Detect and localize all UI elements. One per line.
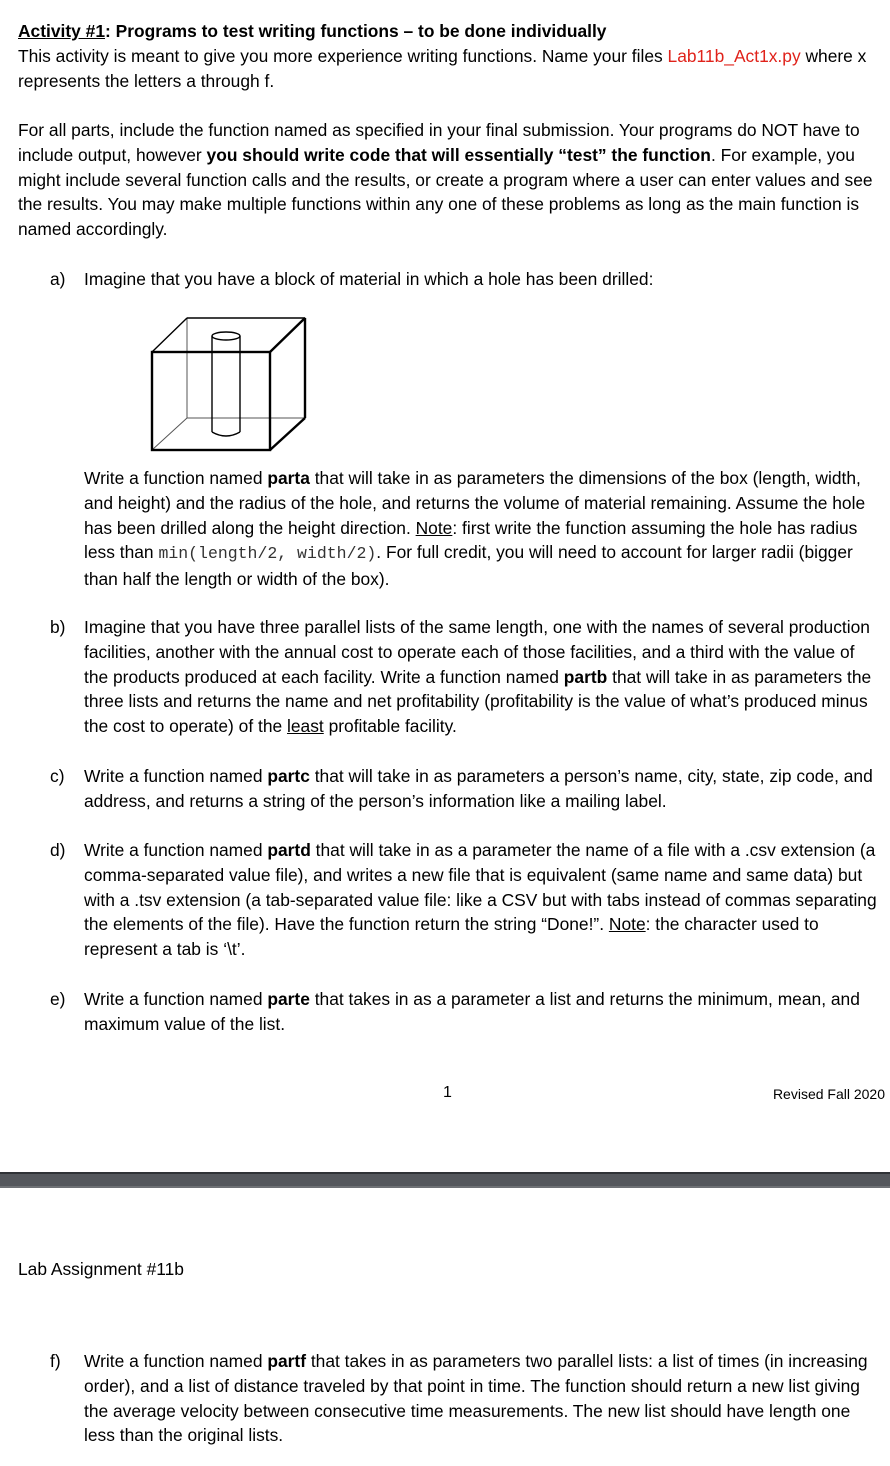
part-b-function: partb — [563, 666, 608, 687]
page-divider — [0, 1172, 890, 1188]
part-d-text-2: that will take in as a parameter the name of a file with a .csv extension (a comma-separated value file), and writes a new file that is equivalent (same name and same data) but with a .tsv extension (a tab-separated value file: like a CSV but with tabs instead of commas separating the elements of the file). Have the function return the string “Done!”. — [84, 840, 877, 935]
part-b-text-2: that will take in as parameters the three lists and returns the name and net profitability (profitability is the value of what’s produced minus the cost to operate) of the — [84, 666, 872, 737]
part-a-code: min(length/2, width/2) — [158, 544, 377, 564]
part-a-function: parta — [267, 468, 310, 488]
activity-title-text: : Programs to test writing functions – to be done individually — [105, 21, 607, 41]
intro-text — [18, 44, 878, 94]
hole-bottom — [212, 432, 240, 436]
page-2-header: Lab Assignment #11b — [18, 1259, 184, 1279]
box-edge-tl — [152, 318, 187, 352]
box-front-face — [152, 352, 270, 450]
part-c-function: partc — [267, 766, 310, 786]
part-e-function: parte — [267, 989, 310, 1009]
hole-top — [212, 332, 240, 340]
part-c-label: c) — [50, 766, 65, 786]
activity-title — [18, 19, 878, 44]
part-a-desc-4: . For full credit, you will need to account for larger radii (bigger than half the length or width of the box). — [84, 542, 853, 590]
part-e-text-2: that takes in as a parameter a list and returns the minimum, mean, and maximum value of the list. — [84, 989, 860, 1034]
part-b-label: b) — [50, 617, 66, 637]
part-a-desc-1: Write a function named — [84, 468, 268, 488]
part-b-text-1: Imagine that you have three parallel lists of the same length, one with the names of several production facilities, another with the annual cost to operate each of those facilities, and a third with the value of the products produced at each facility. Write a function named — [84, 617, 870, 687]
part-d-note: Note — [608, 914, 646, 935]
part-c-text — [84, 764, 880, 814]
drilled-block-figure — [145, 312, 315, 460]
page-number: 1 — [443, 1084, 452, 1101]
box-back-face — [187, 318, 305, 418]
part-f-label: f) — [50, 1351, 61, 1371]
para-bold: you should write code that will essentially “test” the function — [206, 144, 711, 165]
part-a-description — [84, 466, 880, 592]
box-edge-br — [270, 418, 305, 450]
intro-after: where x represents the letters a through f. — [18, 46, 867, 91]
para-text-2: . For example, you might include several function calls and the results, or create a program where a user can enter values and see the results. You may make multiple functions within any one of these problems as long as the main function is named accordingly. — [18, 144, 873, 240]
part-a-label: a) — [50, 269, 66, 289]
part-d-function: partd — [267, 840, 311, 860]
part-a-intro: Imagine that you have a block of material in which a hole has been drilled: — [84, 269, 654, 289]
part-b-text-3: profitable facility. — [323, 716, 457, 737]
part-f-text-2: that takes in as parameters two parallel lists: a list of times (in increasing order), and a list of distance traveled by that point in time. The function should return a new list giving the average velocity between consecutive time measurements. The new list should have length one less than the original lists. — [84, 1351, 868, 1446]
part-f-function: partf — [267, 1351, 306, 1371]
part-e-label: e) — [50, 989, 66, 1009]
part-d-text — [84, 838, 880, 962]
part-d-label: d) — [50, 840, 66, 860]
part-c-text-1: Write a function named — [84, 766, 268, 786]
box-edge-tr — [270, 318, 305, 352]
filename: Lab11b_Act1x.py — [667, 46, 801, 66]
part-f-text — [84, 1349, 880, 1448]
part-e-text-1: Write a function named — [84, 989, 268, 1009]
intro-before: This activity is meant to give you more experience writing functions. Name your files — [18, 46, 668, 66]
box-inner-edge — [152, 418, 187, 450]
revised-note: Revised Fall 2020 — [772, 1086, 885, 1102]
part-b-least: least — [287, 716, 324, 737]
part-e-text — [84, 987, 880, 1037]
part-b-text — [84, 615, 880, 739]
part-a-desc-2: that will take in as parameters the dimensions of the box (length, width, and height) and the radius of the hole, and returns the volume of material remaining. Assume the hole has been drilled along the height direction. — [84, 468, 866, 538]
part-f-text-1: Write a function named — [84, 1351, 268, 1371]
part-d-text-1: Write a function named — [84, 840, 268, 860]
part-a-desc-3: : first write the function assuming the hole has radius less than — [84, 517, 858, 563]
part-d-text-3: : the character used to represent a tab is ‘\t’. — [84, 914, 819, 960]
para-text-1: For all parts, include the function named as specified in your final submission. Your programs do NOT have to include output, however — [18, 120, 860, 165]
activity-number: Activity #1 — [18, 21, 105, 41]
part-a-note: Note — [415, 517, 453, 538]
part-c-text-2: that will take in as parameters a person’s name, city, state, zip code, and address, and returns a string of the person’s information like a mailing label. — [84, 766, 873, 811]
instructions-paragraph — [18, 118, 878, 242]
